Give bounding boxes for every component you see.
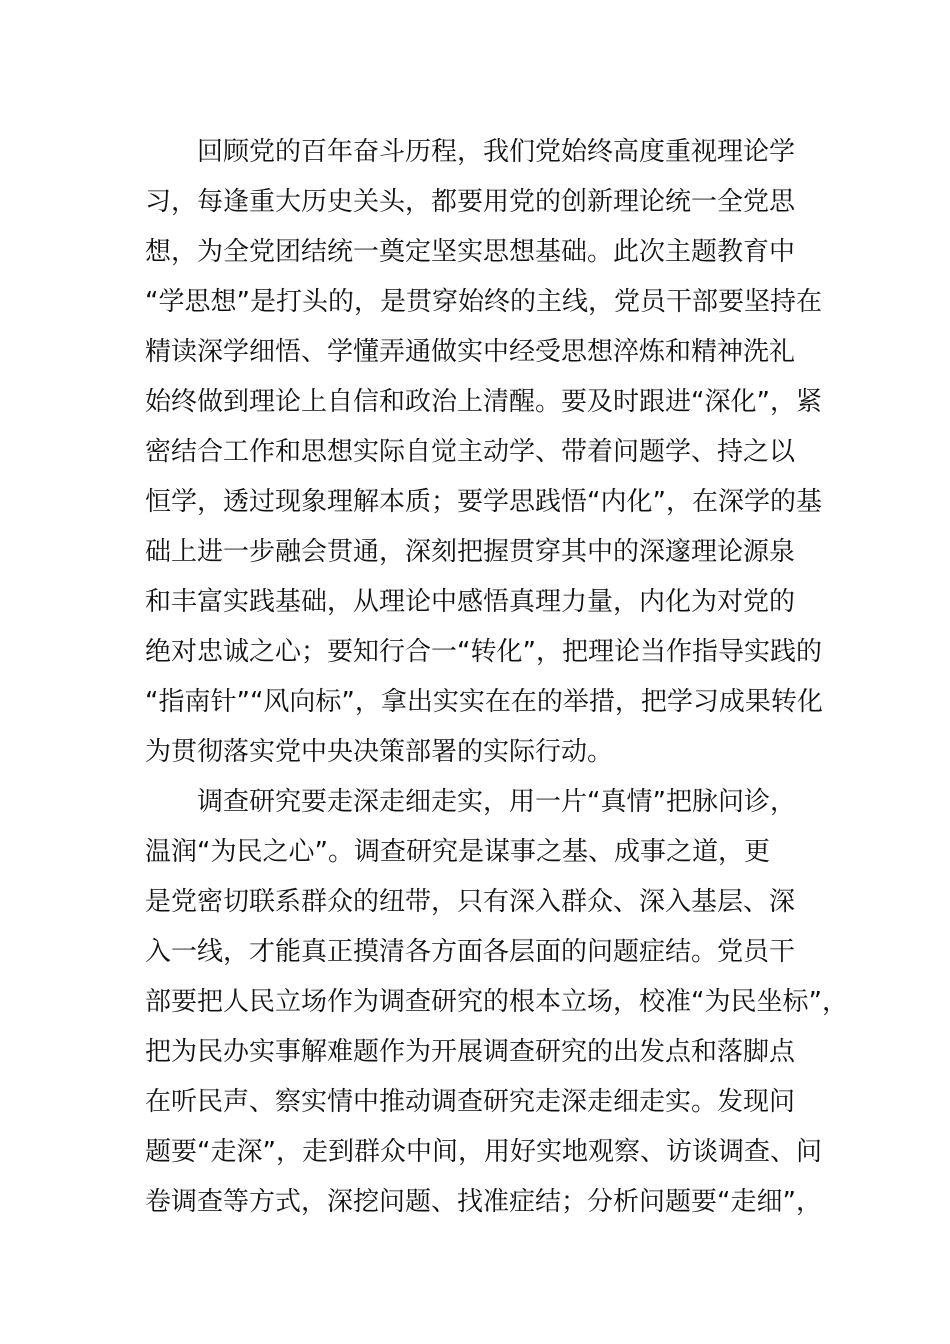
- paragraph-2-line-9: 卷调查等方式，深挖问题、找准症结；分析问题要“走细”，: [145, 1187, 822, 1217]
- paragraph-1-line-9: 础上进一步融会贯通，深刻把握贯穿其中的深邃理论源泉: [145, 537, 796, 567]
- paragraph-2-line-4: 入一线，才能真正摸清各方面各层面的问题症结。党员干: [145, 937, 796, 967]
- paragraph-1-line-11: 绝对忠诚之心；要知行合一“转化”，把理论当作指导实践的: [145, 637, 822, 667]
- paragraph-1-line-10: 和丰富实践基础，从理论中感悟真理力量，内化为对党的: [145, 587, 796, 617]
- paragraph-1-line-8: 恒学，透过现象理解本质；要学思践悟“内化”，在深学的基: [145, 487, 822, 517]
- paragraph-2-line-6: 把为民办实事解难题作为开展调查研究的出发点和落脚点: [145, 1037, 796, 1067]
- paragraph-2-line-5: 部要把人民立场作为调查研究的根本立场，校准“为民坐标”，: [145, 987, 848, 1017]
- paragraph-1-line-4: “学思想”是打头的，是贯穿始终的主线，党员干部要坚持在: [145, 287, 822, 317]
- paragraph-2-line-2: 温润“为民之心”。调查研究是谋事之基、成事之道，更: [145, 837, 770, 867]
- paragraph-1-line-2: 习，每逢重大历史关头，都要用党的创新理论统一全党思: [145, 187, 796, 217]
- paragraph-2-line-1: 调查研究要走深走细走实，用一片“真情”把脉问诊，: [197, 787, 796, 817]
- paragraph-2-line-3: 是党密切联系群众的纽带，只有深入群众、深入基层、深: [145, 887, 796, 917]
- paragraph-2-line-7: 在听民声、察实情中推动调查研究走深走细走实。发现问: [145, 1087, 796, 1117]
- paragraph-1-line-1: 回顾党的百年奋斗历程，我们党始终高度重视理论学: [197, 137, 796, 167]
- paragraph-1-line-13: 为贯彻落实党中央决策部署的实际行动。: [145, 737, 614, 767]
- paragraph-1-line-7: 密结合工作和思想实际自觉主动学、带着问题学、持之以: [145, 437, 796, 467]
- paragraph-1-line-5: 精读深学细悟、学懂弄通做实中经受思想淬炼和精神洗礼: [145, 337, 796, 367]
- paragraph-1-line-12: “指南针”“风向标”，拿出实实在在的举措，把学习成果转化: [145, 687, 823, 717]
- paragraph-1-line-3: 想，为全党团结统一奠定坚实思想基础。此次主题教育中: [145, 237, 796, 267]
- paragraph-1-line-6: 始终做到理论上自信和政治上清醒。要及时跟进“深化”，紧: [145, 387, 822, 417]
- document-body: [145, 127, 848, 1227]
- paragraph-2-line-8: 题要“走深”，走到群众中间，用好实地观察、访谈调查、问: [145, 1137, 822, 1167]
